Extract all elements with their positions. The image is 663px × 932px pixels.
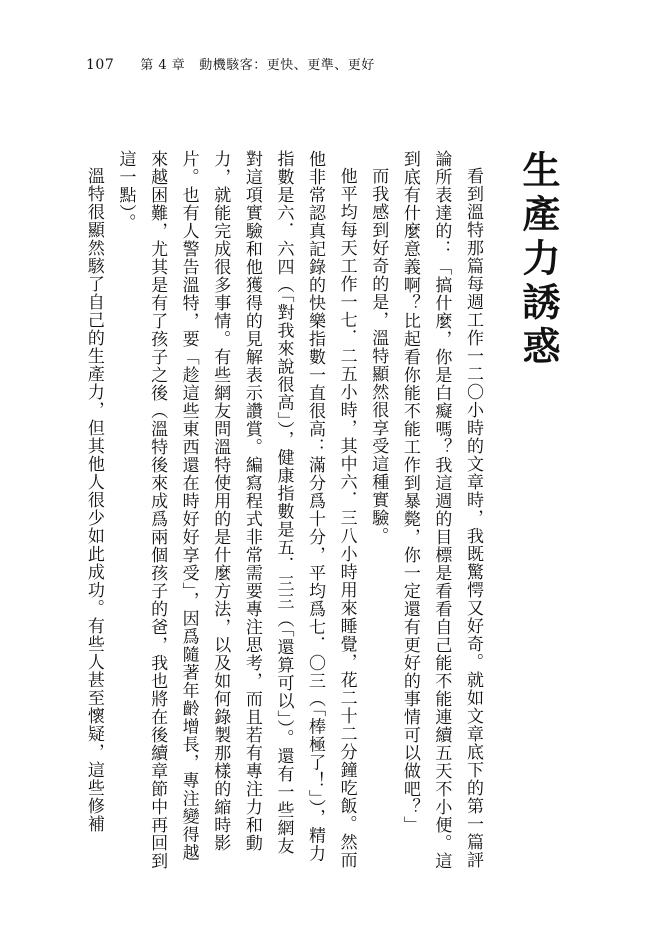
running-header [86,54,375,73]
chapter-label: 第 4 章 [140,58,186,73]
chapter-title: 動機駭客：更快、更準、更好 [199,58,375,73]
paragraph-1: 看到溫特那篇每週工作一二〇小時的文章時，我既驚愕又好奇。就如文章底下的第一篇評論所表達的：「搞什麼，你是白癡嗎？我這週的目標是看看自己能不能連續五天不小便。這到底有什麼意義啊？比起看你能不能工作到暴斃，你一定還有更好的事情可以做吧？」 [399,150,483,870]
page-number: 107 [86,57,115,73]
page-body [70,150,560,870]
paragraph-2: 而我感到好奇的是，溫特顯然很享受這種實驗。 [368,167,389,545]
paragraph-4: 溫特很顯然駭了自己的生產力，但其他人很少如此成功。有些人甚至懷疑，這些修補 [83,167,104,833]
section-title: 生產力誘惑 [516,150,560,370]
paragraph-3: 他平均每天工作一七．二五小時，其中六．三八小時用來睡覺，花二十二分鐘吃飯。然而他非常認真記錄的快樂指數一直很高：滿分爲十分，平均爲七．〇三（「棒極了！」），精力指數是六．六四（「對我來說很高」），健康指數是五．三三（「還算可以」）。還有一些網友對這項實驗和他獲得的見解表示讚賞。編寫程式非常需要專注思考，而且若有專注力和動力，就能完成很多事情。有些網友問溫特使用的是什麼方法，以及如何錄製那樣的縮時影片。也有人警告溫特，要「趁這些東西還在時好好享受」，因爲隨著年齡增長，專注變得越來越困難，尤其是有了孩子之後（溫特後來成爲兩個孩子的爸，我也將在後續章節中再回到這一點）。 [115,150,357,870]
